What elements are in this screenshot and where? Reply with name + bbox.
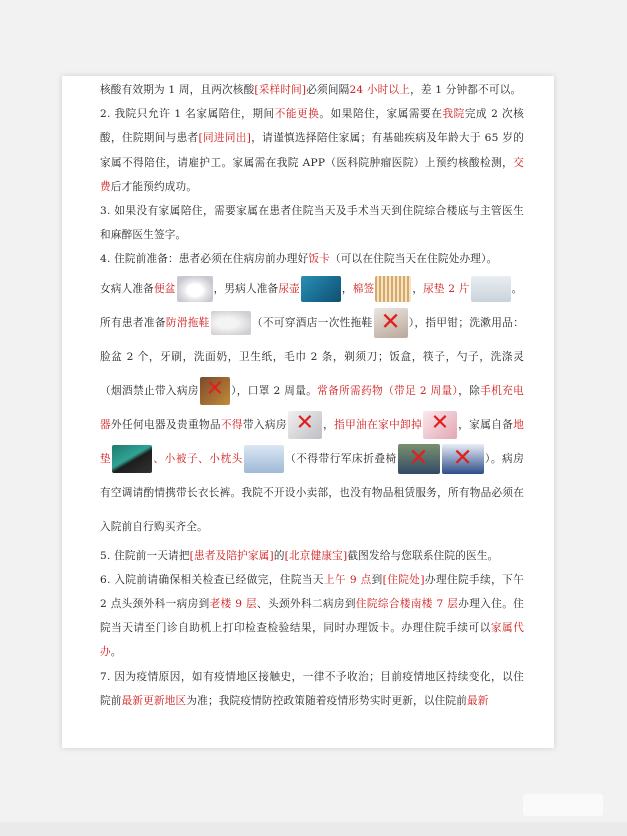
paragraph-3: 3. 如果没有家属陪住，需要家属在患者住院当天及手术当天到住院综合楼底与主管医生和麻醉医生签字。	[100, 205, 524, 242]
no-cigarette-alcohol-icon	[200, 377, 230, 405]
bottom-strip	[0, 822, 627, 836]
no-folding-cot-icon	[398, 444, 440, 474]
bedpan-photo-icon	[177, 276, 213, 302]
no-folding-chair-icon	[442, 444, 484, 474]
cotton-swab-photo-icon	[375, 276, 411, 302]
no-appliance-icon	[288, 411, 322, 439]
quilt-pillow-photo-icon	[244, 445, 284, 473]
paragraph-7: 7. 因为疫情原因，如有疫情地区接触史，一律不予收治；目前疫情地区持续变化，以住院前最新更新地区为准；我院疫情防控政策随着疫情形势实时更新，以住院前最新	[100, 670, 524, 707]
floor-mat-photo-icon	[112, 445, 152, 473]
no-nail-polish-icon	[423, 411, 457, 439]
urinal-photo-icon	[301, 276, 341, 302]
watermark	[523, 794, 603, 816]
document-content	[100, 78, 524, 713]
paragraph-4-all-patients: 所有患者准备防滑拖鞋 （不可穿酒店一次性拖鞋✕ ），指甲钳；洗漱用品：脸盆 2 个，牙刷，洗面奶，卫生纸，毛巾 2 条，剃须刀；饭盒，筷子，勺子，洗涤灵（烟酒禁止带入病房✕ ），口罩 2 周量。常备所需药物（带足 2 周量），除手机充电器外任何电器及贵重物品不得带入病房✕ ，指甲油在家中卸掉✕ ，家属自备地垫 、小被子、小枕头 （不得带行军床折叠椅✕✕ ）。病房有空调请酌情携带长衣长裤。我院不开设小卖部，也没有物品租赁服务，所有物品必须在入院前自行购买齐全。	[100, 306, 524, 544]
document-page	[62, 76, 554, 748]
paragraph-6: 6. 入院前请确保相关检查已经做完，住院当天上午 9 点到[住院处]办理住院手续，下午 2 点头颈外科一病房到老楼 9 层、头颈外科二病房到住院综合楼南楼 7 层办理入住。住院当天请至门诊自助机上打印检查检验结果，同时办理饭卡。办理住院手续可以家属代办。	[100, 573, 524, 659]
paragraph-4: 4. 住院前准备：患者必须在住病房前办理好饭卡（可以在住院当天在住院处办理）。	[100, 253, 498, 266]
underpad-photo-icon	[471, 276, 511, 302]
no-disposable-slipper-icon	[374, 308, 408, 338]
paragraph-5: 5. 住院前一天请把[患者及陪护家属]的[北京健康宝]截图发给与您联系住院的医生。	[100, 549, 499, 562]
slipper-photo-icon	[211, 311, 251, 335]
paragraph-4-supplies: 女病人准备便盆 ，男病人准备尿壶 ，棉签 ，尿垫 2 片 。	[100, 272, 524, 306]
paragraph-1: 核酸有效期为 1 周，且两次核酸[采样时间]必须间隔24 小时以上，差 1 分钟都不可以。	[100, 84, 522, 96]
paragraph-2: 2. 我院只允许 1 名家属陪住，期间不能更换。如果陪住，家属需要在我院完成 2 次核酸，住院期间与患者[同进同出]，请谨慎选择陪住家属；有基础疾病及年龄大于 65 岁的家属不得陪住，请雇护工。家属需在我院 APP（医科院肿瘤医院）上预约核酸检测，交费后才能预约成功。	[100, 108, 525, 193]
